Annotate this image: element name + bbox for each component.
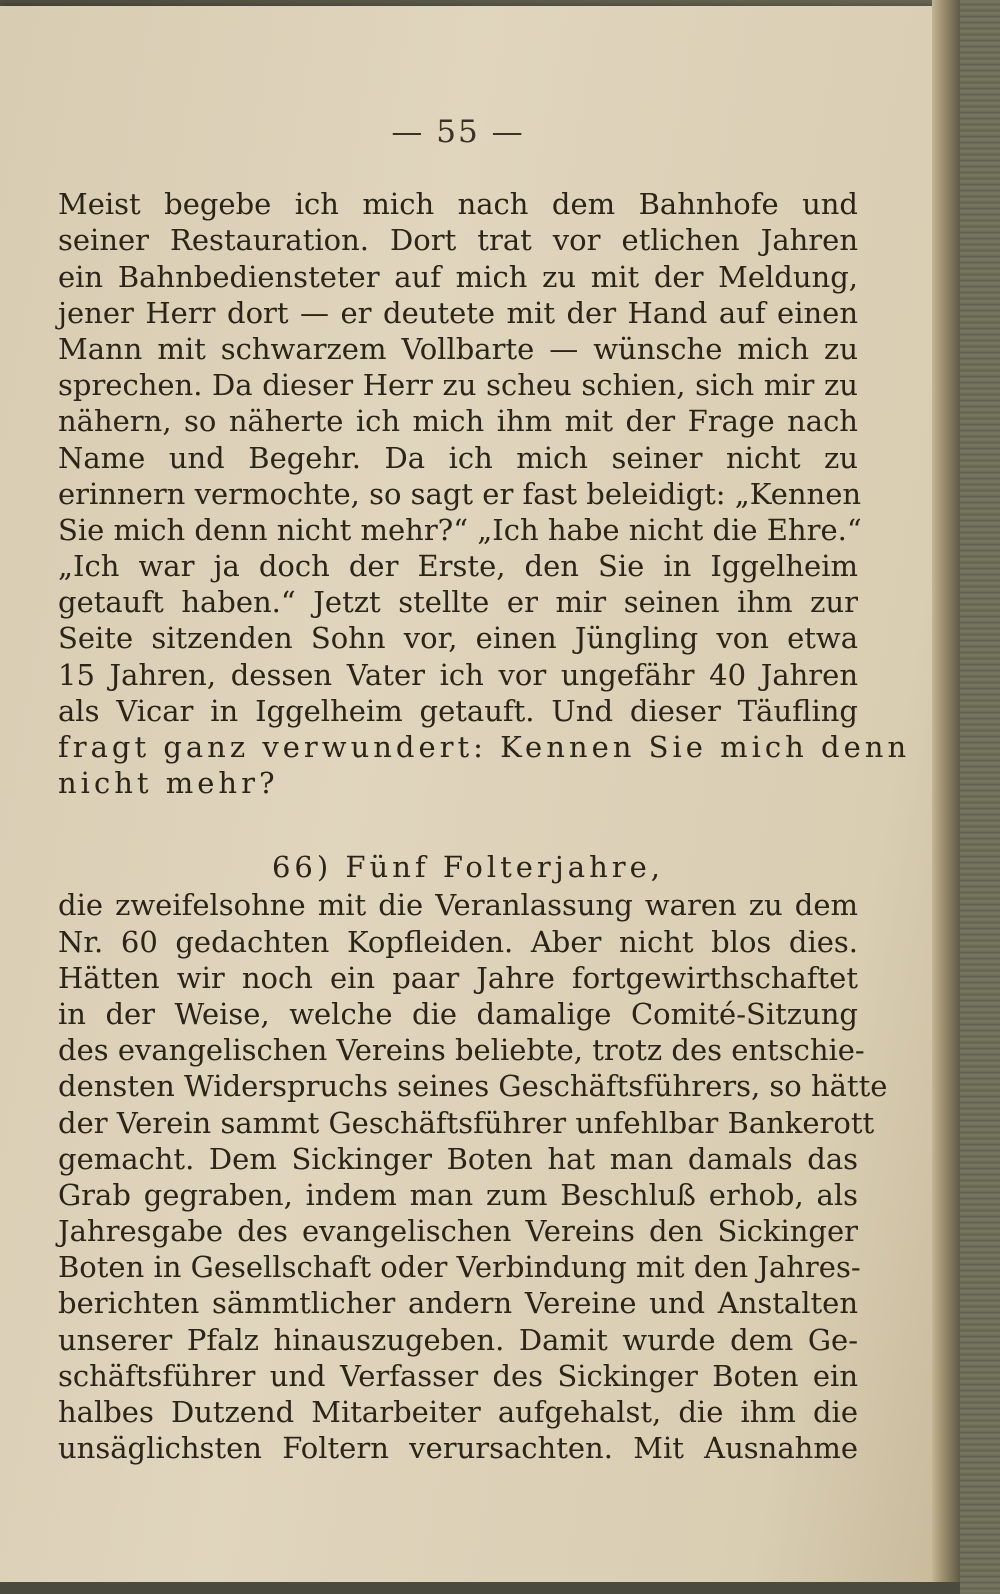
text-line: seiner Restauration. Dort trat vor etlichen Jahren [58,223,858,258]
text-line: Sie mich denn nicht mehr?“ „Ich habe nicht die Ehre.“ [58,512,862,547]
text-line: Grab gegraben, indem man zum Beschluß erhob, als [58,1177,858,1212]
text-line: berichten sämmtlicher andern Vereine und Anstalten [58,1286,858,1321]
page-edge [932,0,960,1594]
text-block [58,114,911,1466]
bottom-shadow [0,1582,960,1594]
text-line: schäftsführer und Verfasser des Sickinger Boten ein [58,1358,858,1393]
text-line: sprechen. Da dieser Herr zu scheu schien, sich mir zu [58,368,858,403]
paragraph-gap [58,801,858,849]
text-line: densten Widerspruchs seines Geschäftsführers, so hätte [58,1069,888,1104]
text-line: Name und Begehr. Da ich mich seiner nicht zu [58,440,858,475]
text-line: des evangelischen Vereins beliebte, trotz des entschie- [58,1033,865,1068]
text-line: „Ich war ja doch der Erste, den Sie in Iggelheim [58,549,858,584]
text-line: Meist begebe ich mich nach dem Bahnhofe und [58,187,858,222]
text-line: Hätten wir noch ein paar Jahre fortgewirthschaftet [58,960,858,995]
paper-page [0,6,932,1582]
page-number: — 55 — [391,114,525,150]
book-cover-cloth [960,0,1000,1594]
text-line: der Verein sammt Geschäftsführer unfehlbar Bankerott [58,1105,875,1140]
text-line: halbes Dutzend Mitarbeiter aufgehalst, die ihm die [58,1395,858,1430]
paragraph-2 [58,887,888,1466]
text-line: als Vicar in Iggelheim getauft. Und dieser Täufling [58,693,858,728]
section-heading: 66) Fünf Folterjahre, [271,850,664,885]
text-line: 15 Jahren, dessen Vater ich vor ungefähr 40 Jahren [58,657,858,692]
text-line: Seite sitzenden Sohn vor, einen Jüngling von etwa [58,621,858,656]
text-line: Nr. 60 gedachten Kopfleiden. Aber nicht blos dies. [58,924,858,959]
text-line: erinnern vermochte, so sagt er fast beleidigt: „Kennen [58,476,862,511]
text-line: ein Bahnbediensteter auf mich zu mit der Meldung, [58,259,858,294]
text-line: gemacht. Dem Sickinger Boten hat man damals das [58,1141,858,1176]
text-line: Boten in Gesellschaft oder Verbindung mit den Jahres- [58,1250,861,1285]
text-line: die zweifelsohne mit die Veranlassung waren zu dem [58,888,858,923]
paragraph-1 [58,186,911,801]
text-line: Jahresgabe des evangelischen Vereins den Sickinger [58,1214,858,1249]
text-line: jener Herr dort — er deutete mit der Hand auf einen [58,295,858,330]
text-line: nicht mehr? [58,766,279,801]
text-line: unserer Pfalz hinauszugeben. Damit wurde dem Ge- [58,1322,858,1357]
text-line: in der Weise, welche die damalige Comité-Sitzung [58,996,858,1031]
text-line: unsäglichsten Foltern verursachten. Mit Ausnahme [58,1431,858,1466]
text-line: fragt ganz verwundert: Kennen Sie mich denn [58,730,911,765]
text-line: nähern, so näherte ich mich ihm mit der Frage nach [58,404,858,439]
text-line: Mann mit schwarzem Vollbarte — wünsche mich zu [58,331,858,366]
text-line: getauft haben.“ Jetzt stellte er mir seinen ihm zur [58,585,858,620]
